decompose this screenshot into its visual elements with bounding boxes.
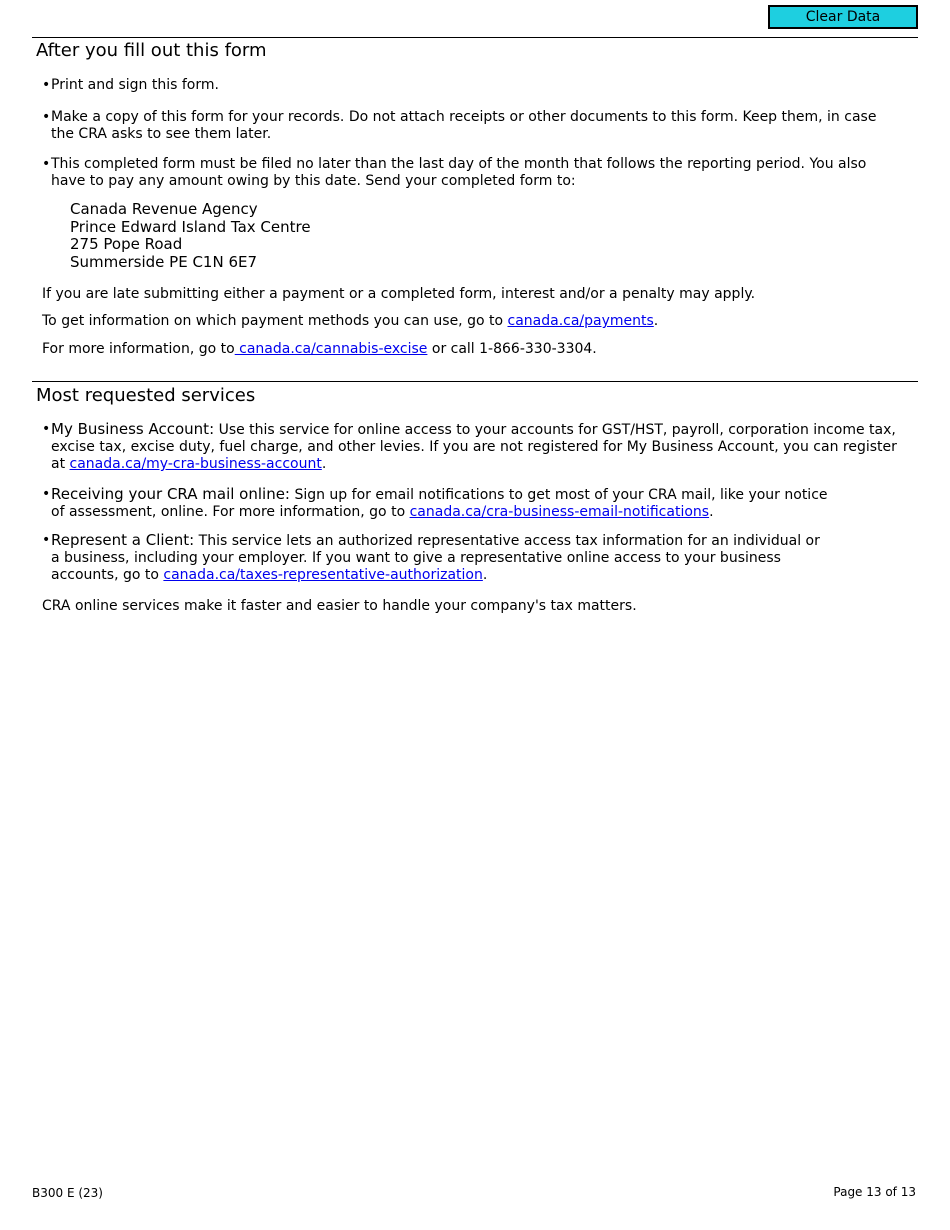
form-id: B300 E (23)	[32, 1186, 103, 1200]
list-item	[42, 109, 892, 143]
rep-text: This service lets an authorized representative access tax information for an individual or a business, including your employer. If you want to give a representative online access to your business accounts, go to	[51, 533, 820, 583]
list-item-text	[42, 532, 827, 584]
list-item-text	[42, 421, 897, 473]
bullet-icon: •	[42, 77, 51, 93]
mba-suffix: .	[321, 456, 327, 472]
top-divider	[32, 37, 918, 38]
list-item-text	[42, 486, 842, 521]
list-item	[42, 421, 897, 473]
business-account-link[interactable]: canada.ca/my-cra-business-account	[69, 456, 322, 472]
clear-data-button[interactable]: Clear Data	[768, 5, 918, 29]
mba-text: Use this service for online access to your accounts for GST/HST, payroll, corporation income tax, excise tax, excise duty, fuel charge, and other levies. If you are not registered for My Business Account, you can register at	[51, 422, 897, 472]
bullet-icon: •	[42, 532, 51, 548]
list-item	[42, 532, 827, 584]
services-closing: CRA online services make it faster and easier to handle your company's tax matters.	[42, 598, 637, 614]
payment-prefix: To get information on which payment methods you can use, go to	[42, 313, 508, 329]
payment-info	[42, 313, 902, 330]
late-notice: If you are late submitting either a payment or a completed form, interest and/or a penalty may apply.	[42, 286, 756, 302]
payments-link[interactable]: canada.ca/payments	[507, 313, 654, 329]
list-item	[42, 77, 892, 94]
bullet-icon: •	[42, 421, 51, 437]
mba-lead: My Business Account:	[51, 420, 215, 438]
mail-text: Sign up for email notifications to get most of your CRA mail, like your notice of assessment, online. For more information, go to	[51, 487, 828, 520]
after-form-title: After you fill out this form	[36, 40, 267, 61]
rep-suffix: .	[482, 567, 488, 583]
mailing-address	[70, 201, 311, 271]
bullet-icon: •	[42, 109, 51, 125]
address-line: 275 Pope Road	[70, 235, 183, 253]
list-item	[42, 156, 892, 190]
bullet-icon: •	[42, 486, 51, 502]
list-item-text: Make a copy of this form for your records. Do not attach receipts or other documents to this form. Keep them, in case the CRA asks to see them later.	[51, 109, 877, 142]
services-title: Most requested services	[36, 385, 256, 406]
mail-suffix: .	[709, 504, 714, 520]
info-prefix: For more information, go to	[42, 341, 235, 357]
list-item	[42, 486, 842, 521]
email-notifications-link[interactable]: canada.ca/cra-business-email-notifications	[409, 504, 710, 520]
page-number: Page 13 of 13	[833, 1185, 916, 1199]
mail-lead: Receiving your CRA mail online:	[51, 485, 290, 503]
address-line: Summerside PE C1N 6E7	[70, 252, 258, 271]
representative-authorization-link[interactable]: canada.ca/taxes-representative-authorization	[163, 567, 483, 583]
list-item-text: Print and sign this form.	[51, 77, 219, 93]
bullet-icon: •	[42, 156, 51, 172]
address-line: Canada Revenue Agency	[70, 200, 258, 218]
info-suffix: or call 1-866-330-3304.	[427, 341, 597, 357]
payment-suffix: .	[653, 313, 659, 329]
rep-lead: Represent a Client:	[51, 531, 195, 549]
list-item-text: This completed form must be filed no later than the last day of the month that follows the reporting period. You also have to pay any amount owing by this date. Send your completed form to:	[51, 156, 867, 189]
cannabis-excise-link[interactable]: canada.ca/cannabis-excise	[234, 341, 428, 357]
more-info	[42, 341, 902, 358]
address-line: Prince Edward Island Tax Centre	[70, 217, 311, 236]
services-divider	[32, 381, 918, 382]
